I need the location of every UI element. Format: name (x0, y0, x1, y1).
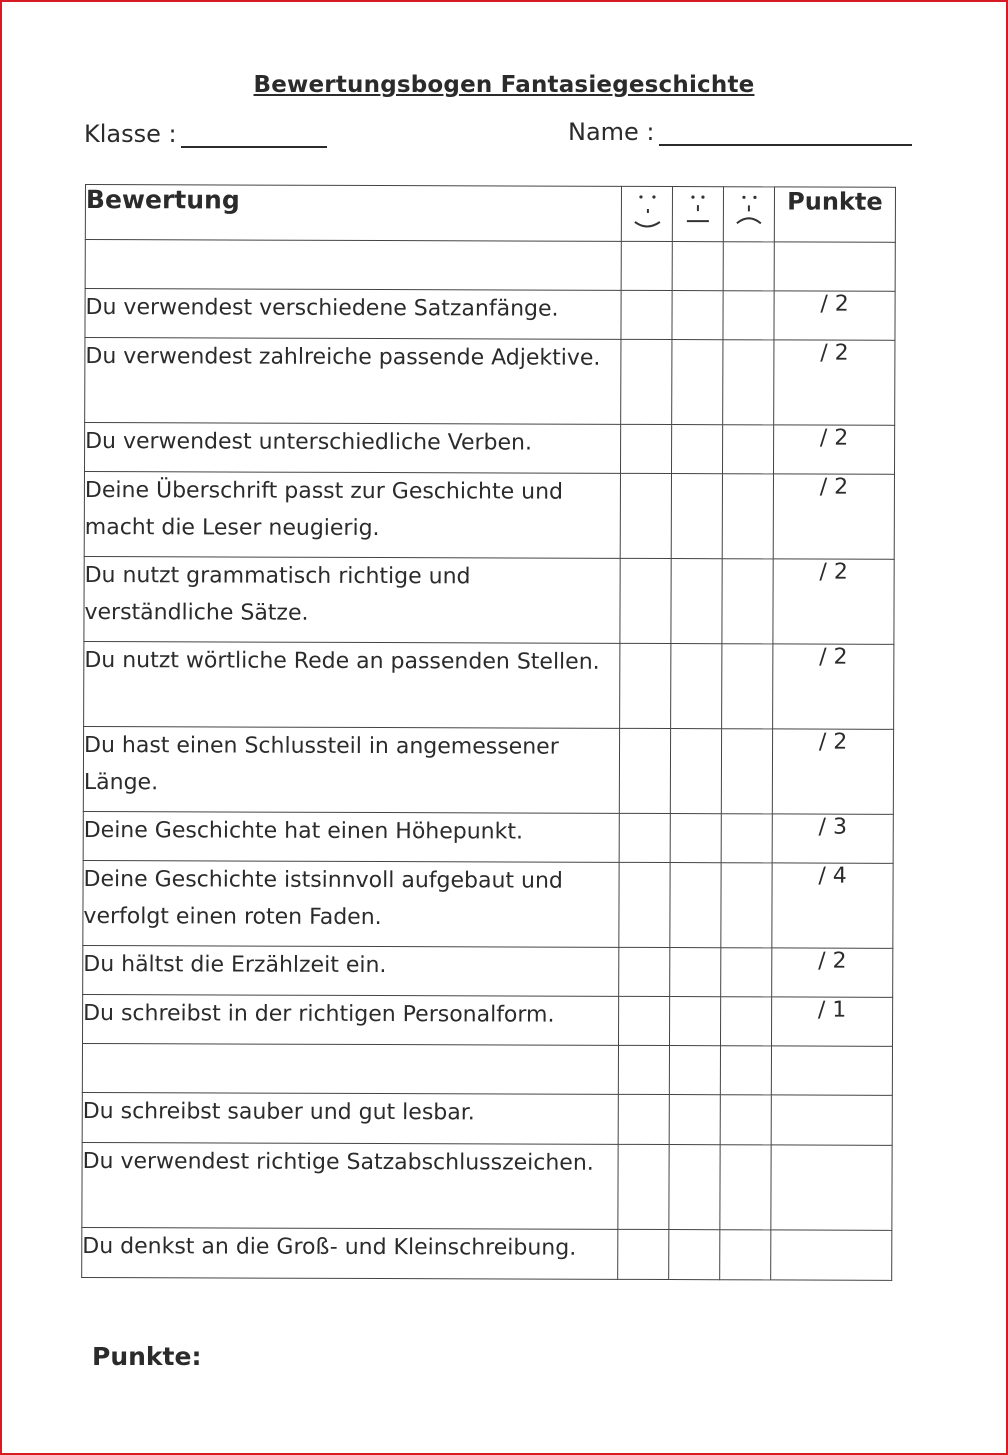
check-cell-happy[interactable] (619, 813, 670, 862)
check-cell-happy[interactable] (618, 1229, 669, 1279)
check-cell-happy[interactable] (621, 290, 672, 339)
check-cell-happy[interactable] (620, 558, 671, 643)
check-cell-neutral[interactable] (671, 644, 722, 729)
check-cell-neutral[interactable] (669, 997, 720, 1046)
check-cell-neutral[interactable] (669, 1230, 720, 1280)
points-cell[interactable] (771, 1145, 892, 1230)
check-cell-neutral[interactable] (669, 1145, 720, 1230)
check-cell-neutral[interactable] (670, 863, 721, 948)
check-cell-sad[interactable] (720, 1145, 771, 1230)
klasse-blank-line[interactable] (181, 122, 327, 148)
check-cell-sad[interactable] (721, 814, 772, 863)
check-cell-neutral[interactable] (672, 242, 723, 291)
points-cell[interactable]: / 3 (772, 814, 893, 863)
points-cell[interactable]: / 2 (774, 340, 895, 425)
table-row (82, 1043, 892, 1095)
smiley-sad-icon (723, 187, 774, 242)
points-cell[interactable] (771, 1230, 892, 1280)
criterion-text: Deine Überschrift passt zur Geschichte und macht die Leser neugierig. (84, 472, 620, 559)
criterion-text: Du hast einen Schlussteil in angemessener Länge. (83, 726, 619, 813)
table-row (85, 338, 895, 426)
criterion-text: Du verwendest unterschiedliche Verben. (84, 423, 620, 474)
criterion-text: Du verwendest richtige Satzabschlusszeichen. (82, 1142, 618, 1229)
criterion-text: Du verwendest verschiedene Satzanfänge. (85, 289, 621, 340)
evaluation-header: Bewertung (85, 185, 621, 242)
points-cell[interactable]: / 2 (773, 644, 894, 729)
check-cell-happy[interactable] (619, 947, 670, 996)
check-cell-happy[interactable] (620, 424, 671, 473)
points-cell[interactable]: / 2 (773, 425, 894, 474)
check-cell-happy[interactable] (619, 862, 670, 947)
check-cell-neutral[interactable] (672, 291, 723, 340)
table-row (84, 641, 894, 729)
check-cell-sad[interactable] (722, 559, 773, 644)
smiley-neutral-icon (672, 187, 723, 242)
check-cell-sad[interactable] (722, 644, 773, 729)
criterion-text: Du denkst an die Groß- und Kleinschreibung. (82, 1227, 618, 1279)
klasse-label: Klasse : (84, 120, 177, 148)
table-row (84, 472, 894, 560)
check-cell-happy[interactable] (620, 643, 671, 728)
table-row (83, 860, 893, 948)
check-cell-sad[interactable] (721, 729, 772, 814)
table-row (83, 811, 893, 863)
check-cell-sad[interactable] (723, 291, 774, 340)
table-row (83, 945, 893, 997)
points-cell[interactable]: / 4 (772, 863, 893, 948)
table-row (85, 289, 895, 341)
check-cell-sad[interactable] (721, 863, 772, 948)
criterion-text: Deine Geschichte istsinnvoll aufgebaut und verfolgt einen roten Faden. (83, 860, 619, 947)
criterion-text (85, 240, 621, 291)
check-cell-sad[interactable] (722, 474, 773, 559)
check-cell-happy[interactable] (618, 1094, 669, 1144)
check-cell-happy[interactable] (621, 339, 672, 424)
criterion-text: Du schreibst in der richtigen Personalform. (82, 994, 618, 1045)
table-row (84, 556, 894, 644)
check-cell-neutral[interactable] (671, 559, 722, 644)
points-header: Punkte (774, 187, 895, 242)
points-cell[interactable] (771, 1046, 892, 1095)
check-cell-neutral[interactable] (671, 474, 722, 559)
total-points-label: Punkte: (92, 1342, 202, 1371)
check-cell-sad[interactable] (720, 1095, 771, 1145)
check-cell-sad[interactable] (723, 242, 774, 291)
name-field[interactable] (568, 118, 912, 146)
check-cell-happy[interactable] (618, 996, 669, 1045)
check-cell-sad[interactable] (720, 1046, 771, 1095)
table-row (84, 423, 894, 475)
criterion-text: Du nutzt wörtliche Rede an passenden Stellen. (84, 641, 620, 728)
table-row (82, 994, 892, 1046)
points-cell[interactable]: / 2 (774, 291, 895, 340)
points-cell[interactable]: / 2 (772, 948, 893, 997)
points-cell[interactable]: / 2 (773, 474, 894, 559)
criterion-text: Du verwendest zahlreiche passende Adjektive. (85, 338, 621, 425)
check-cell-neutral[interactable] (672, 340, 723, 425)
criterion-text: Deine Geschichte hat einen Höhepunkt. (83, 811, 619, 862)
evaluation-table (81, 184, 896, 1281)
points-cell[interactable]: / 2 (773, 559, 894, 644)
check-cell-sad[interactable] (721, 948, 772, 997)
check-cell-sad[interactable] (723, 340, 774, 425)
check-cell-neutral[interactable] (671, 425, 722, 474)
table-row (85, 240, 895, 292)
smiley-happy-icon (621, 186, 672, 241)
table-row (82, 1092, 892, 1145)
table-row (82, 1227, 892, 1280)
check-cell-neutral[interactable] (669, 1095, 720, 1145)
check-cell-neutral[interactable] (670, 729, 721, 814)
check-cell-happy[interactable] (618, 1144, 669, 1229)
criterion-text (82, 1043, 618, 1094)
points-cell[interactable]: / 2 (772, 729, 893, 814)
table-row (83, 726, 893, 814)
check-cell-sad[interactable] (720, 997, 771, 1046)
check-cell-happy[interactable] (620, 473, 671, 558)
page-title: Bewertungsbogen Fantasiegeschichte (253, 72, 755, 98)
check-cell-neutral[interactable] (669, 1046, 720, 1095)
points-cell[interactable]: / 1 (771, 997, 892, 1046)
criterion-text: Du hältst die Erzählzeit ein. (83, 945, 619, 996)
check-cell-happy[interactable] (621, 241, 672, 290)
check-cell-happy[interactable] (618, 1045, 669, 1094)
criterion-text: Du nutzt grammatisch richtige und verständliche Sätze. (84, 556, 620, 643)
points-cell[interactable] (771, 1095, 892, 1145)
check-cell-happy[interactable] (619, 728, 670, 813)
name-blank-line[interactable] (659, 120, 912, 146)
points-cell[interactable] (774, 242, 895, 291)
check-cell-sad[interactable] (722, 425, 773, 474)
check-cell-neutral[interactable] (670, 814, 721, 863)
criterion-text: Du schreibst sauber und gut lesbar. (82, 1092, 618, 1144)
table-row (82, 1142, 892, 1230)
check-cell-sad[interactable] (720, 1230, 771, 1280)
check-cell-neutral[interactable] (670, 948, 721, 997)
name-label: Name : (568, 118, 655, 146)
klasse-field[interactable] (84, 120, 327, 148)
